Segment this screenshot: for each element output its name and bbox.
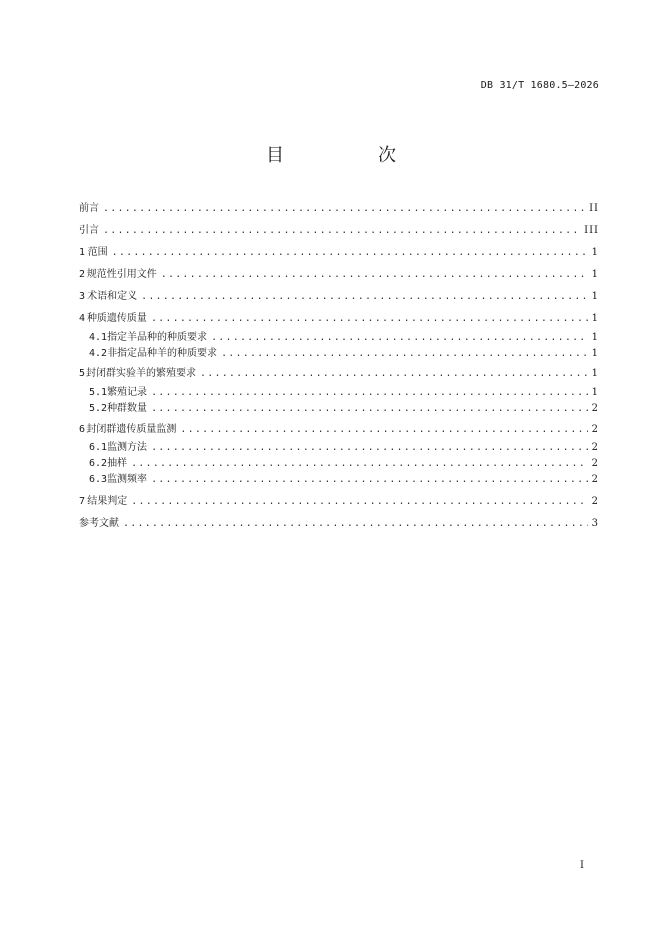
toc-leader-dots [112,246,588,260]
toc-entry-page: III [584,225,599,236]
toc-entry-label: 繁殖记录 [107,387,148,398]
toc-entry-5-1[interactable] [89,386,599,400]
toc-leader-dots [151,386,588,400]
toc-entry-number: 6.1 [89,442,108,453]
toc-entry-number: 4 [79,313,86,324]
toc-leader-dots [221,347,588,361]
toc-entry-3[interactable] [79,290,599,304]
toc-entry-page: 2 [591,403,599,414]
toc-leader-dots [151,473,588,487]
toc-entry-page: 2 [591,474,599,485]
page-title: 目 次 [266,145,434,166]
toc-entry-number: 5.2 [89,403,108,414]
toc-entry-number: 6.2 [89,458,108,469]
document-code: DB 31/T 1680.5—2026 [480,80,599,91]
toc-entry-introduction[interactable] [79,224,599,238]
toc-entry-5-2[interactable] [89,402,599,416]
toc-entry-label: 监测频率 [107,474,148,485]
toc-entry-number: 5.1 [89,387,108,398]
toc-leader-dots [180,423,587,437]
toc-entry-page: 1 [591,348,599,359]
toc-entry-page: 1 [591,332,599,343]
toc-entry-label: 前言 [79,203,99,214]
toc-entry-label: 指定羊品种的种质要求 [107,332,208,343]
toc-entry-number: 4.1 [89,332,108,343]
toc-entry-label: 非指定品种羊的种质要求 [107,348,218,359]
toc-entry-page: 2 [591,424,599,435]
toc-leader-dots [200,367,588,381]
toc-entry-number: 2 [79,269,86,280]
toc-entry-number: 6 [79,424,86,435]
toc-entry-page: 2 [591,496,599,507]
toc-entry-number: 7 [79,496,86,507]
toc-entry-4-1[interactable] [89,331,599,345]
toc-entry-6-2[interactable] [89,457,599,471]
toc-entry-number: 6.3 [89,474,108,485]
toc-leader-dots [103,202,585,216]
toc-entry-page: 1 [591,368,599,379]
toc-leader-dots [211,331,588,345]
toc-leader-dots [151,402,588,416]
toc-entry-1[interactable] [79,246,599,260]
toc-entry-page: 1 [591,247,599,258]
toc-entry-page: 1 [591,387,599,398]
toc-entry-4-2[interactable] [89,347,599,361]
toc-entry-page: 2 [591,458,599,469]
toc-entry-page: II [589,203,599,214]
toc-entry-label: 参考文献 [79,518,119,529]
toc-entry-foreword[interactable] [79,202,599,216]
toc-entry-6-3[interactable] [89,473,599,487]
toc-leader-dots [103,224,580,238]
toc-leader-dots [151,441,588,455]
toc-leader-dots [131,457,588,471]
toc-entry-number: 1 [79,247,86,258]
toc-entry-7[interactable] [79,495,599,509]
toc-entry-label: 封闭群遗传质量监测 [86,424,177,435]
toc-entry-label: 种质遗传质量 [86,313,147,324]
toc-leader-dots [123,517,588,531]
toc-entry-label: 封闭群实验羊的繁殖要求 [86,368,197,379]
toc-entry-label: 抽样 [107,458,128,469]
toc-entry-label: 术语和定义 [87,291,138,302]
toc-entry-number: 3 [79,291,86,302]
toc-entry-number: 4.2 [89,348,108,359]
toc-entry-page: 1 [591,291,599,302]
toc-entry-bibliography[interactable] [79,517,599,531]
toc-entry-4[interactable] [79,312,599,326]
toc-entry-number: 5 [79,368,86,379]
toc-entry-label: 监测方法 [107,442,148,453]
toc-entry-page: 2 [591,442,599,453]
toc-leader-dots [161,268,588,282]
toc-entry-5[interactable] [79,367,599,381]
toc-leader-dots [131,495,587,509]
page-number: I [580,860,584,871]
toc-entry-label: 范围 [87,247,108,258]
toc-entry-page: 1 [591,269,599,280]
toc-leader-dots [151,312,588,326]
toc-entry-page: 1 [591,313,599,324]
toc-entry-2[interactable] [79,268,599,282]
toc-entry-label: 规范性引用文件 [86,269,157,280]
toc-entry-6[interactable] [79,423,599,437]
toc-leader-dots [141,290,588,304]
toc-entry-6-1[interactable] [89,441,599,455]
toc-entry-label: 种群数量 [107,403,148,414]
toc-entry-page: 3 [591,518,599,529]
toc-entry-label: 结果判定 [87,496,128,507]
toc-entry-label: 引言 [79,225,99,236]
